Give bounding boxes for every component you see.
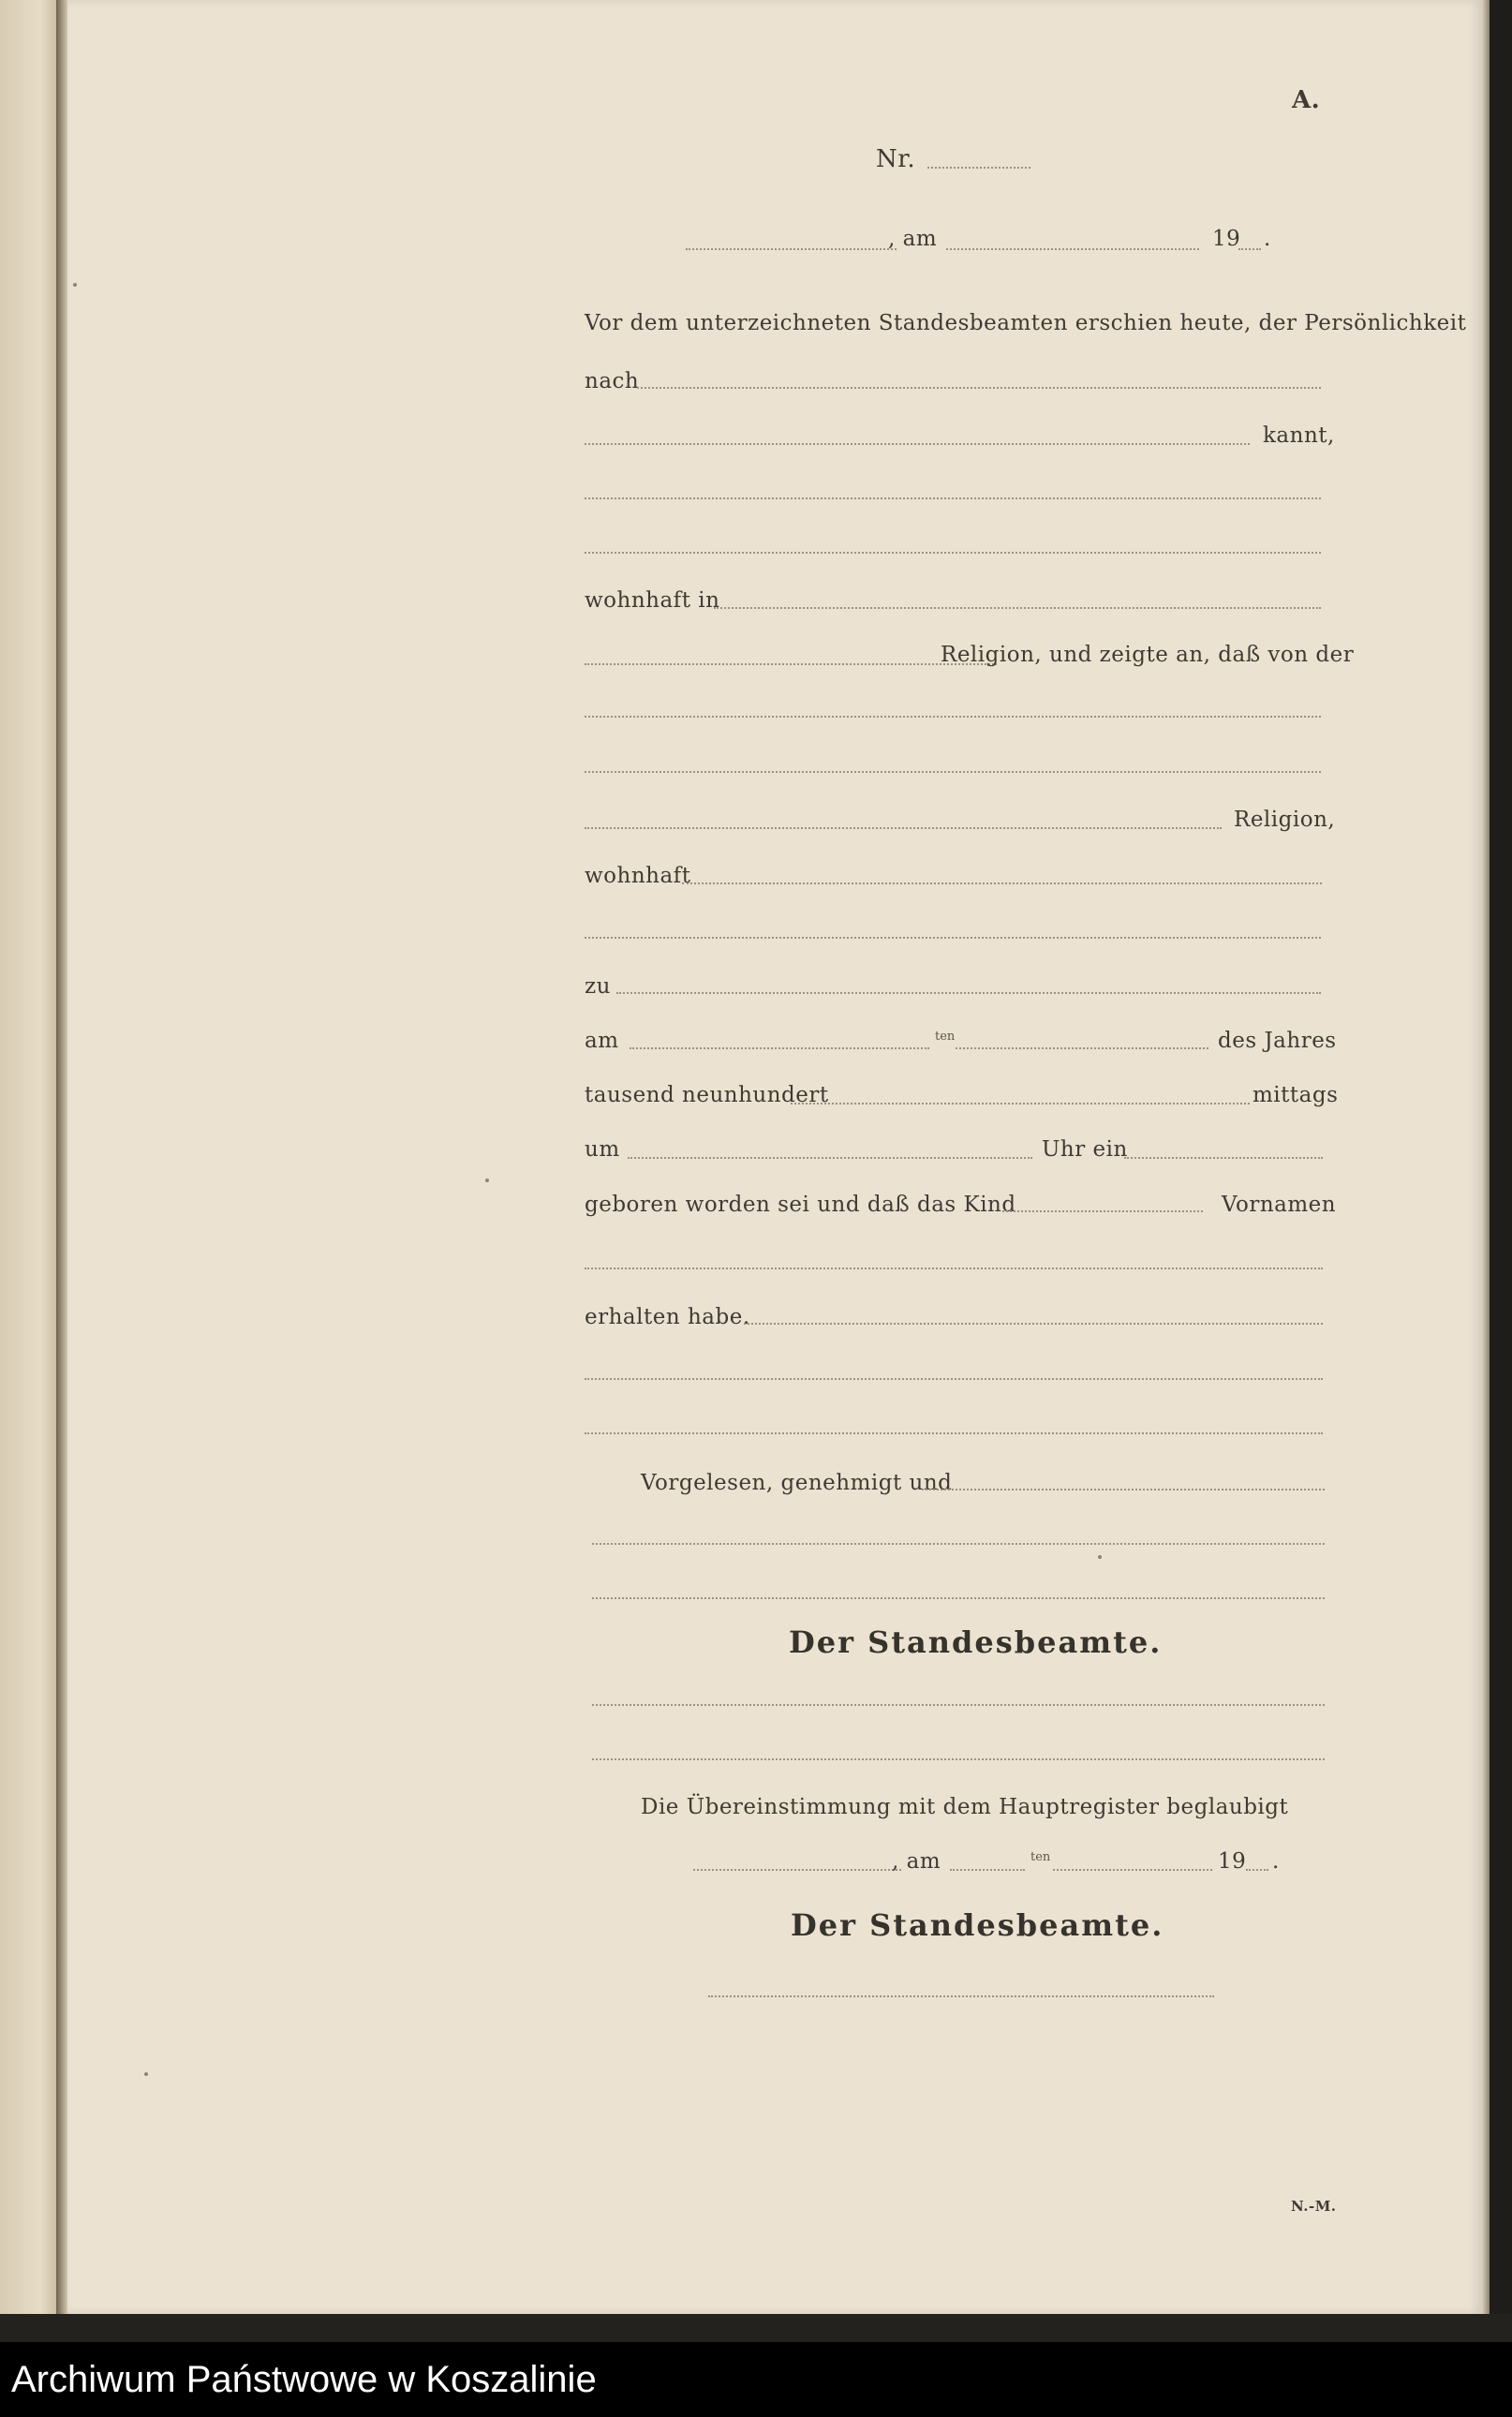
religion-zeigte-label: Religion, und zeigte an, daß von der (941, 643, 1355, 667)
year-field (1238, 248, 1261, 250)
year2-prefix: 19 (1218, 1849, 1247, 1874)
blank-line-5 (585, 937, 1321, 939)
am-day-label: am (585, 1029, 619, 1053)
blank-line-3 (585, 716, 1321, 718)
hour-field (628, 1157, 1032, 1159)
standesbeamte-heading-2: Der Standesbeamte. (791, 1907, 1164, 1943)
wohnhaft-in-field (714, 607, 1321, 609)
vorgelesen-label: Vorgelesen, genehmigt und (641, 1471, 953, 1495)
ten2-superscript: ten (1030, 1850, 1051, 1864)
blank-line-4 (585, 771, 1321, 773)
year-words-field (791, 1103, 1250, 1105)
scan-bottom-strip (0, 2314, 1512, 2342)
erhalten-label: erhalten habe. (585, 1305, 750, 1329)
sex-field (1124, 1157, 1323, 1159)
page-edge (1482, 0, 1490, 2314)
blank-line-2 (585, 552, 1321, 554)
wohnhaft-in-label: wohnhaft in (585, 588, 720, 613)
blank-line-9 (592, 1543, 1325, 1545)
kannt-field (585, 443, 1250, 445)
nr-label: Nr. (876, 145, 916, 173)
paper-speck (73, 283, 77, 287)
form-page (67, 0, 1482, 2314)
certification-place-field (693, 1869, 901, 1871)
nach-field (637, 387, 1321, 389)
am2-label: , am (892, 1849, 941, 1874)
religion-field-1 (585, 663, 997, 665)
certification-month-field (1053, 1869, 1212, 1871)
blank-line-8 (585, 1432, 1323, 1434)
mittags-label: mittags (1253, 1083, 1339, 1107)
nr-field (927, 167, 1030, 169)
left-page-margin (0, 0, 59, 2314)
des-jahres-label: des Jahres (1218, 1029, 1337, 1053)
religion-field-2 (585, 827, 1222, 829)
ten-superscript: ten (935, 1030, 956, 1044)
year2-field (1246, 1869, 1268, 1871)
certification-day-field (950, 1869, 1025, 1871)
day-field (630, 1047, 929, 1049)
wohnhaft-label: wohnhaft (585, 864, 691, 888)
uhr-ein-label: Uhr ein (1042, 1137, 1128, 1162)
signature-line-1 (592, 1704, 1325, 1706)
printer-mark: N.-M. (1291, 2198, 1337, 2215)
year2-suffix: . (1272, 1849, 1280, 1874)
intro-line: Vor dem unterzeichneten Standesbeamten erschien heute, der Persönlichkeit (585, 311, 1467, 335)
month-field (956, 1047, 1208, 1049)
signature-line-2 (592, 1758, 1325, 1760)
paper-speck (485, 1179, 489, 1182)
signature-line-3 (708, 1995, 1214, 1997)
vorgelesen-field (922, 1489, 1325, 1490)
geboren-label: geboren worden sei und daß das Kind (585, 1193, 1016, 1217)
um-label: um (585, 1137, 620, 1162)
standesbeamte-heading-1: Der Standesbeamte. (789, 1624, 1163, 1660)
paper-speck (1098, 1555, 1102, 1559)
zu-label: zu (585, 974, 611, 999)
uebereinstimmung-line: Die Übereinstimmung mit dem Hauptregister beglaubigt (641, 1795, 1289, 1819)
wohnhaft-field (682, 882, 1322, 884)
blank-line-1 (585, 497, 1321, 499)
religion-label: Religion, (1234, 808, 1336, 832)
date-field (946, 248, 1199, 250)
archive-name: Archiwum Państwowe w Koszalinie (11, 2359, 597, 2400)
nach-label: nach (585, 369, 640, 393)
zu-field (616, 992, 1321, 994)
place-field (686, 248, 897, 250)
blank-line-6 (585, 1268, 1323, 1269)
vornamen-count-field (1002, 1210, 1203, 1212)
paper-speck (144, 2072, 148, 2076)
erhalten-field (744, 1323, 1323, 1325)
vornamen-label: Vornamen (1222, 1193, 1337, 1217)
archive-footer (0, 2342, 1512, 2417)
kannt-label: kannt, (1263, 423, 1335, 448)
blank-line-10 (592, 1597, 1325, 1599)
year-suffix: . (1264, 227, 1271, 251)
am-label: , am (888, 227, 938, 251)
year-prefix: 19 (1212, 227, 1241, 251)
form-letter: A. (1292, 86, 1321, 114)
tausend-label: tausend neunhundert (585, 1083, 829, 1107)
blank-line-7 (585, 1378, 1323, 1380)
